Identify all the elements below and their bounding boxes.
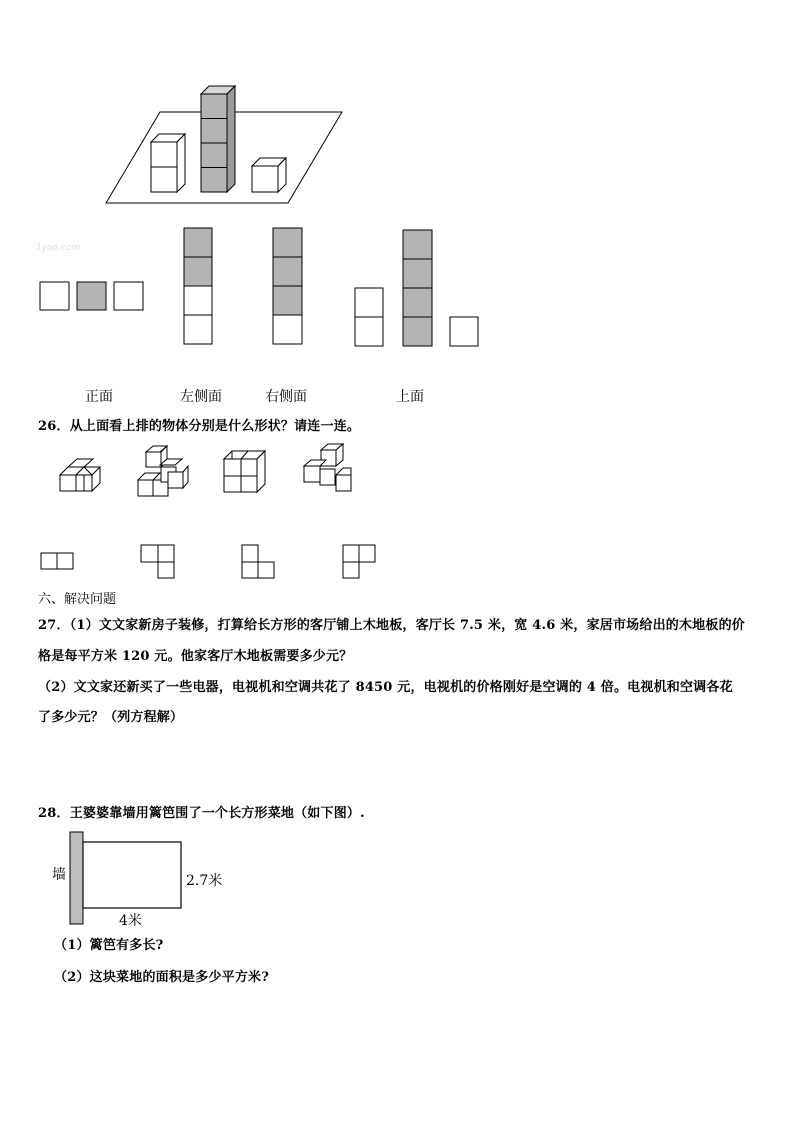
wall-label: 墙 [52,867,66,883]
top-view-label: 上面 [396,389,424,405]
garden-rectangle [83,842,181,908]
right-view-label: 右侧面 [265,389,307,405]
question-28-title: 28．王婆婆靠墙用篱笆围了一个长方形菜地（如下图）. [38,806,365,821]
height-dimension-label: 2.7米 [186,873,223,889]
question-27-line-4: 了多少元？（列方程解） [38,710,184,725]
watermark: 1yoo.com [36,243,81,253]
question-27-line-1: 27．（1）文文家新房子装修，打算给长方形的客厅铺上木地板，客厅长 7.5 米，宽 4.6 米，家居市场给出的木地板的价 [38,618,745,633]
question-26: 26．从上面看上排的物体分别是什么形状？请连一连。 [38,419,361,434]
width-dimension-label: 4米 [119,913,142,929]
question-27-line-3: （2）文文家还新买了一些电器，电视机和空调共花了 8450 元，电视机的价格刚好是空调的 4 倍。电视机和空调各花 [38,680,733,695]
front-view-label: 正面 [85,389,113,405]
question-28-sub-1: （1）篱笆有多长? [54,938,164,953]
wall [70,832,83,924]
question-28-sub-2: （2）这块菜地的面积是多少平方米? [54,970,270,985]
question-27-line-2: 格是每平方米 120 元。他家客厅木地板需要多少元？ [38,649,353,664]
left-view-label: 左侧面 [180,389,222,405]
section-6-title: 六、解决问题 [38,592,117,607]
